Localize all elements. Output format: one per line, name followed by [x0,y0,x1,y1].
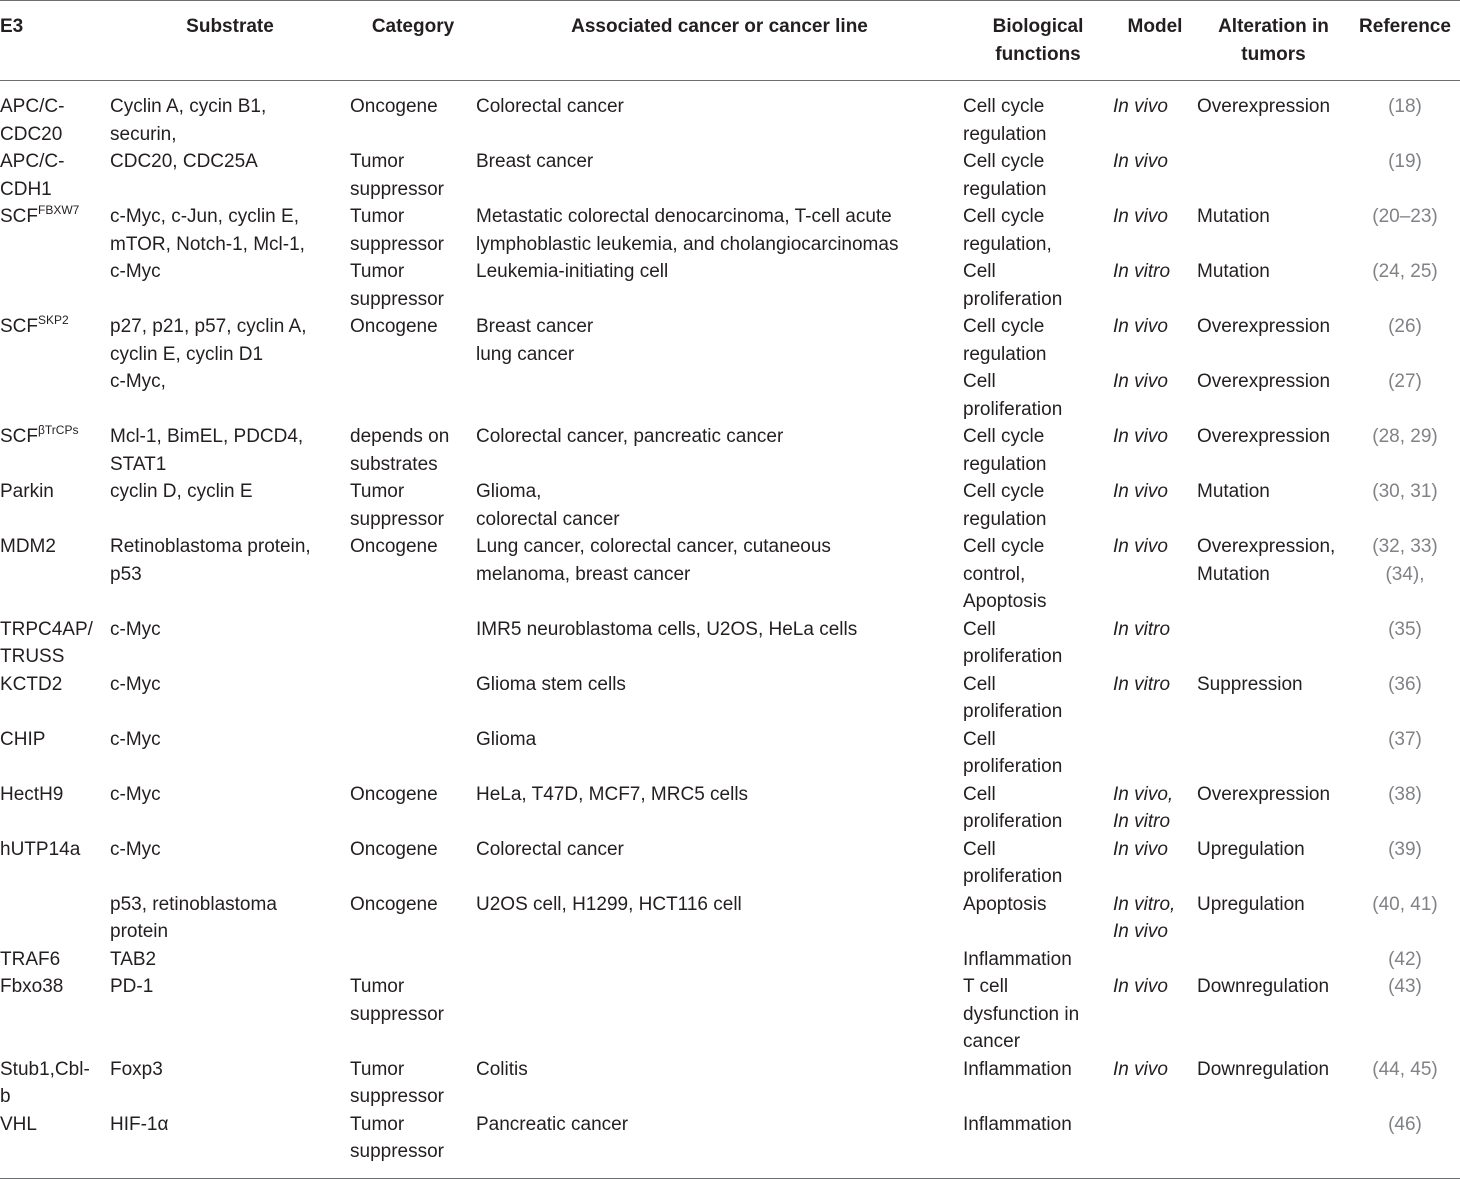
cell-substrate: cyclin D, cyclin E [110,481,253,502]
cell-substrate: c-Myc, c-Jun, cyclin E, mTOR, Notch-1, Mcl-1, [110,206,305,255]
cell-alteration: Downregulation [1197,1058,1330,1080]
cell-model: In vivo [1113,426,1168,447]
table-row [0,423,1460,478]
cell-alteration: Overexpression [1197,783,1331,805]
cell-reference: (42) [1388,948,1422,970]
table-row [0,616,1460,671]
table-row [0,1111,1460,1179]
table-body [0,81,1460,1179]
header-row [0,1,1460,81]
e3-superscript: SKP2 [38,313,69,327]
cell-substrate: c-Myc [110,783,161,805]
cell-e3: TRAF6 [0,948,61,970]
cell-e3: HectH9 [0,783,64,805]
cell-model [1113,726,1197,781]
table-row [0,81,1460,149]
cell-e3 [0,368,110,423]
header-reference: Reference [1350,1,1460,81]
cell-category: Tumor suppressor [350,261,444,310]
cell-model: In vivo [1113,206,1168,227]
cell-biological-function: Cell cycle regulation [963,316,1047,365]
cell-associated-cancer: Leukemia-initiating cell [476,261,669,282]
cell-e3: TRPC4AP/ TRUSS [0,618,93,667]
header-alteration: Alteration in tumors [1197,1,1350,81]
table-row [0,836,1460,891]
cell-associated-cancer: Colorectal cancer [476,838,624,860]
cell-associated-cancer: Colorectal cancer, pancreatic cancer [476,426,784,447]
cell-reference: (18) [1388,96,1422,117]
cell-biological-function: Inflammation [963,1111,1113,1179]
e3-superscript: βTrCPs [38,423,79,437]
cell-e3: VHL [0,1111,110,1179]
cell-biological-function: Cell proliferation [963,728,1063,777]
cell-biological-function: Cell cycle regulation [963,151,1047,200]
cell-category [350,616,476,671]
table-row [0,1056,1460,1111]
cell-e3: hUTP14a [0,838,81,860]
cell-model: In vitro [1113,673,1171,695]
cell-category: depends on substrates [350,426,450,475]
cell-associated-cancer: Glioma stem cells [476,673,626,695]
cell-reference: (35) [1388,618,1422,640]
cell-reference: (38) [1388,783,1422,805]
cell-associated-cancer: IMR5 neuroblastoma cells, U2OS, HeLa cells [476,618,858,640]
cell-model: In vitro [1113,618,1171,640]
cell-biological-function: Cell cycle regulation, [963,206,1052,255]
cell-alteration: Upregulation [1197,893,1305,915]
cell-category: Oncogene [350,96,438,117]
cell-category [350,671,476,726]
cell-e3: APC/C- CDC20 [0,96,65,145]
cell-reference: (36) [1388,673,1422,695]
cell-category: Tumor suppressor [350,481,444,530]
cell-associated-cancer [476,946,963,974]
cell-reference: (44, 45) [1372,1058,1438,1080]
cell-associated-cancer: U2OS cell, H1299, HCT116 cell [476,893,742,915]
cell-biological-function: Cell proliferation [963,838,1063,887]
table-row [0,726,1460,781]
cell-substrate: c-Myc [110,728,161,750]
cell-category: Oncogene [350,783,438,805]
cell-model: In vivo [1113,976,1168,997]
cell-associated-cancer: Metastatic colorectal denocarcinoma, T-cell acute lymphoblastic leukemia, and cholangiocarcinomas [476,206,899,255]
table-row [0,368,1460,423]
cell-model: In vivo [1113,536,1168,557]
cell-associated-cancer: Colorectal cancer [476,96,624,117]
cell-substrate: c-Myc, [110,371,166,392]
cell-category: Tumor suppressor [350,1058,444,1107]
cell-category: Oncogene [350,536,438,557]
cell-e3: APC/C- CDH1 [0,151,65,200]
cell-associated-cancer: HeLa, T47D, MCF7, MRC5 cells [476,783,749,805]
cell-alteration: Overexpression [1197,316,1331,337]
cell-biological-function: Apoptosis [963,893,1047,915]
cell-reference: (46) [1350,1111,1460,1179]
cell-e3 [0,203,110,258]
cell-reference: (43) [1388,976,1422,997]
cell-alteration: Mutation [1197,206,1270,227]
cell-associated-cancer: Glioma [476,728,537,750]
table-row [0,946,1460,974]
table-row [0,781,1460,836]
cell-associated-cancer: Lung cancer, colorectal cancer, cutaneous melanoma, breast cancer [476,536,831,585]
header-associated-cancer: Associated cancer or cancer line [476,1,963,81]
cell-model: In vivo [1113,838,1168,860]
cell-biological-function: T cell dysfunction in cancer [963,976,1080,1052]
cell-associated-cancer: Colitis [476,1058,528,1080]
cell-reference: (30, 31) [1372,481,1438,502]
cell-e3: Stub1,Cbl- b [0,1058,90,1107]
e3-name: SCF [0,426,38,447]
cell-alteration [1197,1111,1350,1179]
cell-alteration: Suppression [1197,673,1303,695]
cell-model: In vivo [1113,371,1168,392]
cell-substrate: c-Myc [110,838,161,860]
cell-model: In vitro, In vivo [1113,893,1176,942]
cell-substrate: c-Myc [110,673,161,695]
cell-alteration: Downregulation [1197,976,1330,997]
cell-category: Tumor suppressor [350,976,444,1025]
cell-alteration [1197,616,1350,671]
cell-alteration: Overexpression [1197,96,1331,117]
cell-substrate: Mcl-1, BimEL, PDCD4, STAT1 [110,426,304,475]
cell-associated-cancer [476,973,963,1056]
cell-biological-function: Cell proliferation [963,618,1063,667]
cell-biological-function: Cell cycle regulation [963,481,1047,530]
cell-reference: (28, 29) [1372,426,1438,447]
table-row [0,533,1460,616]
cell-e3 [0,313,110,368]
cell-model: In vivo [1113,151,1168,172]
cell-alteration [1197,946,1350,974]
e3-name: SCF [0,206,38,227]
cell-biological-function: Cell cycle control, Apoptosis [963,536,1047,612]
cell-reference: (37) [1388,728,1422,750]
cell-alteration: Overexpression, Mutation [1197,536,1336,585]
cell-alteration: Mutation [1197,481,1270,502]
cell-alteration: Upregulation [1197,838,1305,860]
header-model: Model [1113,1,1197,81]
cell-substrate: Retinoblastoma protein, p53 [110,536,311,585]
header-substrate: Substrate [110,1,350,81]
cell-substrate: c-Myc [110,261,161,282]
cell-reference: (20–23) [1372,206,1438,227]
cell-model: In vivo [1113,481,1168,502]
cell-alteration [1197,726,1350,781]
cell-substrate: Foxp3 [110,1058,163,1080]
cell-biological-function: Cell proliferation [963,783,1063,832]
table-row [0,671,1460,726]
cell-category: Tumor suppressor [350,151,444,200]
header-e3: E3 [0,1,110,81]
cell-category: Oncogene [350,316,438,337]
cell-category: Tumor suppressor [350,206,444,255]
cell-e3 [0,258,110,313]
cell-alteration: Mutation [1197,261,1270,282]
cell-biological-function: Inflammation [963,1058,1072,1080]
cell-category [350,368,476,423]
cell-associated-cancer: Breast cancer lung cancer [476,316,594,365]
cell-substrate: p27, p21, p57, cyclin A, cyclin E, cyclin D1 [110,316,307,365]
cell-reference: (40, 41) [1372,893,1438,915]
cell-substrate: CDC20, CDC25A [110,151,258,172]
cell-e3: Parkin [0,481,54,502]
cell-model: In vivo [1113,1058,1168,1080]
cell-model: In vivo [1113,316,1168,337]
cell-e3: CHIP [0,728,46,750]
cell-e3: MDM2 [0,536,56,557]
table-row [0,313,1460,368]
table-row [0,203,1460,258]
cell-reference: (39) [1388,838,1422,860]
table-row [0,973,1460,1056]
cell-e3 [0,891,110,946]
cell-category [350,946,476,974]
cell-model: In vivo [1113,96,1168,117]
cell-associated-cancer: Glioma, colorectal cancer [476,481,620,530]
cell-reference: (32, 33) (34), [1372,536,1438,585]
cell-model [1113,946,1197,974]
table-row [0,891,1460,946]
header-category: Category [350,1,476,81]
cell-biological-function: Cell proliferation [963,261,1063,310]
header-biological-functions: Biological functions [963,1,1113,81]
cell-model: In vitro [1113,261,1171,282]
e3-superscript: FBXW7 [38,203,80,217]
cell-associated-cancer: Pancreatic cancer [476,1111,963,1179]
cell-category: Oncogene [350,893,438,915]
cell-substrate: PD-1 [110,976,154,997]
cell-reference: (24, 25) [1372,261,1438,282]
cell-associated-cancer [476,368,963,423]
e3-name: SCF [0,316,38,337]
cell-reference: (19) [1388,151,1422,172]
cell-e3 [0,423,110,478]
cell-category: Oncogene [350,838,438,860]
table-row [0,148,1460,203]
cell-alteration: Overexpression [1197,371,1331,392]
cell-category: Tumor suppressor [350,1111,476,1179]
cell-e3: Fbxo38 [0,976,64,997]
cell-biological-function: Cell cycle regulation [963,96,1047,145]
cell-biological-function: Cell proliferation [963,371,1063,420]
cell-substrate: HIF-1α [110,1111,350,1179]
cell-model: In vivo, In vitro [1113,783,1174,832]
cell-substrate: TAB2 [110,948,157,970]
cell-biological-function: Cell proliferation [963,673,1063,722]
table-row [0,478,1460,533]
cell-substrate: c-Myc [110,618,161,640]
cell-e3: KCTD2 [0,673,63,695]
cell-category [350,726,476,781]
cell-reference: (27) [1388,371,1422,392]
cell-alteration [1197,148,1350,203]
cell-biological-function: Cell cycle regulation [963,426,1047,475]
cell-alteration: Overexpression [1197,426,1331,447]
cell-associated-cancer: Breast cancer [476,151,594,172]
cell-substrate: Cyclin A, cycin B1, securin, [110,96,267,145]
cell-biological-function: Inflammation [963,948,1072,970]
table-row [0,258,1460,313]
cell-reference: (26) [1388,316,1422,337]
cell-substrate: p53, retinoblastoma protein [110,893,277,942]
cell-model [1113,1111,1197,1179]
